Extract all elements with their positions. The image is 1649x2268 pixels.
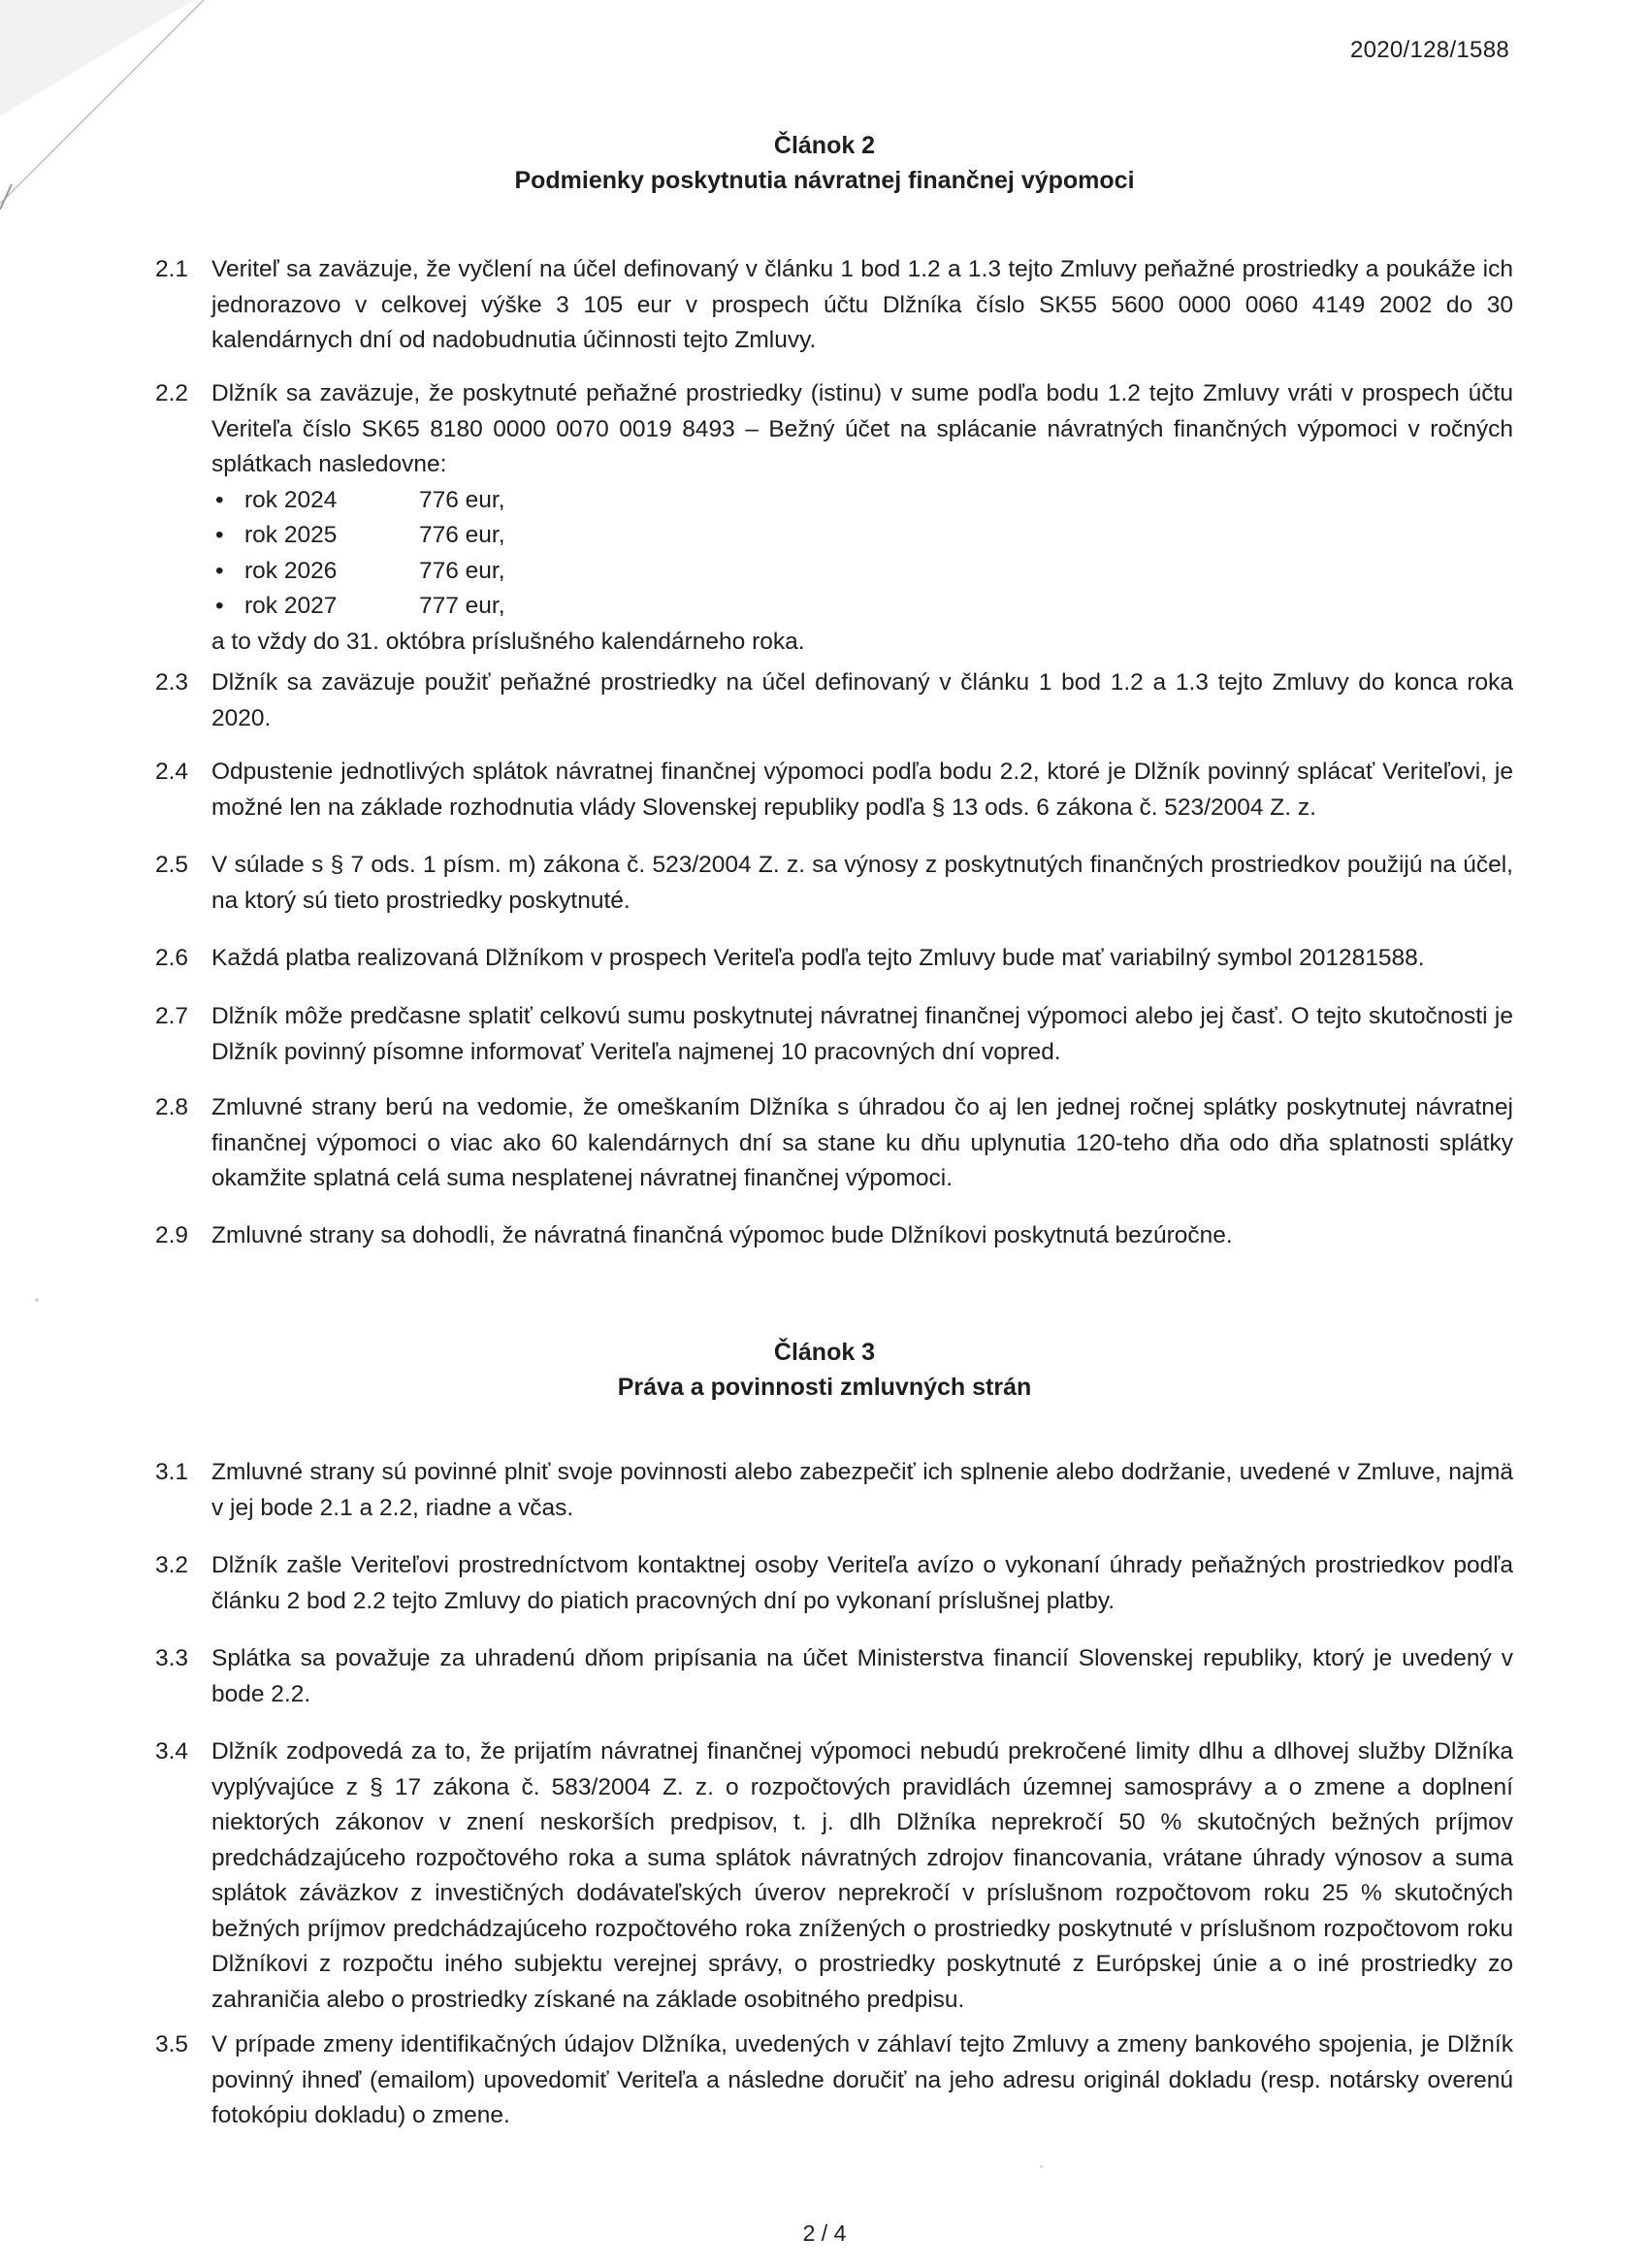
paragraph-text: Veriteľ sa zaväzuje, že vyčlení na účel definovaný v článku 1 bod 1.2 a 1.3 tejto Zmluvy peňažné prostriedky a poukáže ich jednorazovo v celkovej výške 3 105 eur v prospech účtu Dlžníka číslo SK55 5600 0000 0060 4149 2002 do 30 kalendárnych dní od nadobudnutia účinnosti tejto Zmluvy.: [211, 256, 1513, 353]
paragraph-2-2: [155, 376, 1513, 660]
paragraph-2-9: [155, 1218, 1513, 1254]
paragraph-3-5: [155, 2027, 1513, 2134]
paragraph-3-2: [155, 1548, 1513, 1619]
bullet: •: [215, 486, 224, 513]
paragraph-number: 3.1: [155, 1459, 189, 1485]
paragraph-text: Zmluvné strany sú povinné plniť svoje povinnosti alebo zabezpečiť ich splnenie alebo dodržanie, uvedené v Zmluve, najmä v jej bode 2.1 a 2.2, riadne a včas.: [211, 1459, 1513, 1521]
paragraph-number: 2.1: [155, 256, 189, 282]
paragraph-number: 2.5: [155, 852, 189, 878]
article-3-title: Článok 3: [773, 1339, 876, 1366]
paragraph-text: V prípade zmeny identifikačných údajov Dlžníka, uvedených v záhlaví tejto Zmluvy a zmeny bankového spojenia, je Dlžník povinný ihneď (emailom) upovedomiť Veriteľa a následne doručiť na jeho adresu originál dokladu (resp. notársky overenú fotokópiu dokladu) o zmene.: [211, 2031, 1513, 2128]
installment-year: rok 2025: [244, 522, 338, 548]
bullet: •: [215, 557, 224, 584]
paragraph-2-6: [155, 941, 1513, 977]
installment-item: [211, 518, 1513, 554]
article-3-subtitle: Práva a povinnosti zmluvných strán: [617, 1374, 1032, 1401]
paragraph-number: 2.6: [155, 945, 189, 971]
installment-year: rok 2027: [244, 593, 338, 619]
paragraph-number: 3.3: [155, 1645, 189, 1671]
paragraph-number: 2.7: [155, 1003, 189, 1029]
paragraph-3-1: [155, 1455, 1513, 1526]
paragraph-2-8: [155, 1090, 1513, 1197]
paragraph-text: Odpustenie jednotlivých splátok návratnej finančnej výpomoci podľa bodu 2.2, ktoré je Dlžník povinný splácať Veriteľovi, je možné len na základe rozhodnutia vlády Slovenskej republiky podľa § 13 ods. 6 zákona č. 523/2004 Z. z.: [211, 759, 1513, 821]
page-number: 2 / 4: [802, 2220, 847, 2246]
paragraph-text: V súlade s § 7 ods. 1 písm. m) zákona č. 523/2004 Z. z. sa výnosy z poskytnutých finančných prostriedkov použijú na účel, na ktorý sú tieto prostriedky poskytnuté.: [211, 852, 1513, 914]
paragraph-number: 3.4: [155, 1738, 189, 1765]
installment-item: [211, 483, 1513, 519]
paragraph-number: 2.2: [155, 380, 189, 406]
paragraph-text: Každá platba realizovaná Dlžníkom v prospech Veriteľa podľa tejto Zmluvy bude mať variabilný symbol 201281588.: [211, 945, 1425, 971]
paragraph-2-3: [155, 665, 1513, 736]
document-number: 2020/128/1588: [1349, 37, 1509, 63]
paragraph-text: Dlžník zodpovedá za to, že prijatím návratnej finančnej výpomoci nebudú prekročené limity dlhu a dlhovej služby Dlžníka vyplývajúce z § 17 zákona č. 583/2004 Z. z. o rozpočtových pravidlách územnej samosprávy a o zmene a doplnení niektorých zákonov v znení neskorších predpisov, t. j. dlh Dlžníka neprekročí 50 % skutočných bežných príjmov predchádzajúceho rozpočtového roka a suma splátok návratných zdrojov financovania, vrátane úhrady výnosov a suma splátok záväzkov z investičných dodávateľských úverov neprekročí v príslušnom rozpočtovom roku 25 % skutočných bežných príjmov predchádzajúceho rozpočtového roka znížených o prostriedky poskytnuté v príslušnom rozpočtovom roku Dlžníkovi z rozpočtu iného subjektu verejnej správy, o prostriedky poskytnuté z Európskej únie a o iné prostriedky zo zahraničia alebo o prostriedky získané na základe osobitného predpisu.: [211, 1738, 1513, 2013]
installment-item: [211, 589, 1513, 625]
installment-list: [211, 483, 1513, 625]
paragraph-2-1: [155, 252, 1513, 359]
installment-amount: 776 eur,: [419, 557, 505, 584]
paragraph-text: Zmluvné strany sa dohodli, že návratná finančná výpomoc bude Dlžníkovi poskytnutá bezúročne.: [211, 1222, 1233, 1248]
article-2-title: Článok 2: [773, 132, 876, 159]
paragraph-2-5: [155, 848, 1513, 919]
paragraph-number: 2.4: [155, 759, 189, 785]
installment-amount: 776 eur,: [419, 486, 505, 513]
bullet: •: [215, 593, 224, 619]
installment-year: rok 2026: [244, 557, 338, 584]
paragraph-2-4: [155, 755, 1513, 826]
paragraph-number: 2.9: [155, 1222, 189, 1248]
paragraph-number: 2.3: [155, 669, 189, 696]
paragraph-text: Zmluvné strany berú na vedomie, že omeškaním Dlžníka s úhradou čo aj len jednej ročnej splátky poskytnutej návratnej finančnej výpomoci o viac ako 60 kalendárnych dní sa stane ku dňu uplynutia 120-teho dňa odo dňa splatnosti splátky okamžite splatná celá suma nesplatenej návratnej finančnej výpomoci.: [211, 1094, 1513, 1191]
article-2-subtitle: Podmienky poskytnutia návratnej finančnej výpomoci: [514, 167, 1135, 194]
paragraph-text: Dlžník môže predčasne splatiť celkovú sumu poskytnutej návratnej finančnej výpomoci alebo jej časť. O tejto skutočnosti je Dlžník povinný písomne informovať Veriteľa najmenej 10 pracovných dní vopred.: [211, 1003, 1513, 1065]
paragraph-3-4: [155, 1734, 1513, 2018]
paragraph-number: 3.2: [155, 1552, 189, 1578]
installment-item: [211, 554, 1513, 590]
paragraph-text: Dlžník sa zaväzuje použiť peňažné prostriedky na účel definovaný v článku 1 bod 1.2 a 1.3 tejto Zmluvy do konca roka 2020.: [211, 669, 1513, 731]
paragraph-text: Dlžník sa zaväzuje, že poskytnuté peňažné prostriedky (istinu) v sume podľa bodu 1.2 tejto Zmluvy vráti v prospech účtu Veriteľa číslo SK65 8180 0000 0070 0019 8493 – Bežný účet na splácanie návratných finančných výpomoci v ročných splátkach nasledovne:: [211, 380, 1513, 477]
paragraph-number: 3.5: [155, 2031, 189, 2057]
paragraph-text: Dlžník zašle Veriteľovi prostredníctvom kontaktnej osoby Veriteľa avízo o vykonaní úhrady peňažných prostriedkov podľa článku 2 bod 2.2 tejto Zmluvy do piatich pracovných dní po vykonaní príslušnej platby.: [211, 1552, 1513, 1614]
scan-speck: [1040, 2165, 1043, 2168]
paragraph-3-3: [155, 1641, 1513, 1712]
scan-speck: [35, 1298, 39, 1302]
installment-amount: 776 eur,: [419, 522, 505, 548]
paragraph-2-7: [155, 999, 1513, 1070]
folded-corner: [0, 0, 233, 233]
paragraph-text: Splátka sa považuje za uhradenú dňom pripísania na účet Ministerstva financií Slovenskej republiky, ktorý je uvedený v bode 2.2.: [211, 1645, 1513, 1707]
installment-year: rok 2024: [244, 486, 338, 513]
installment-amount: 777 eur,: [419, 593, 505, 619]
paragraph-number: 2.8: [155, 1094, 189, 1120]
installment-closing: a to vždy do 31. októbra príslušného kalendárneho roka.: [211, 628, 805, 655]
bullet: •: [215, 522, 224, 548]
